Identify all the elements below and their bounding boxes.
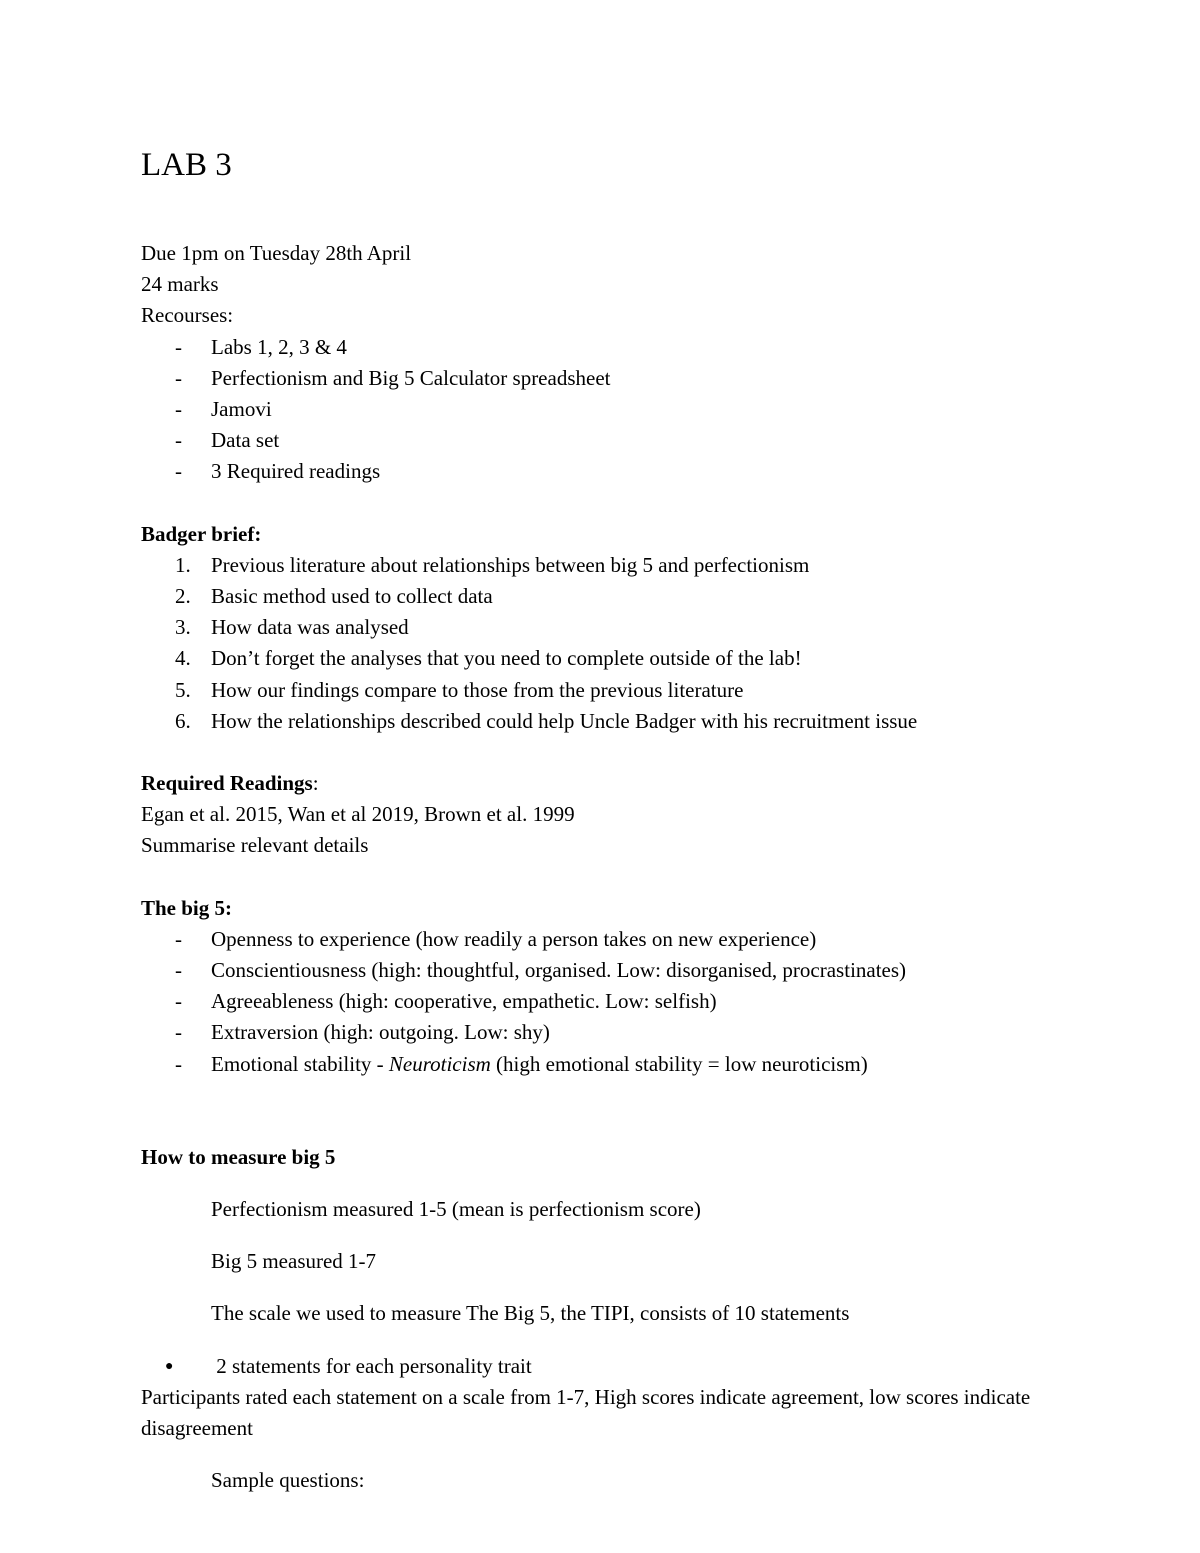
list-item: 5. How our findings compare to those from the previous literature xyxy=(141,675,1071,706)
dash-marker: - xyxy=(175,926,182,951)
list-item: - Extraversion (high: outgoing. Low: shy) xyxy=(141,1017,1071,1048)
sample-questions: Sample questions: xyxy=(211,1468,365,1493)
measure-bullet-list xyxy=(141,1351,1071,1382)
required-readings-heading: Required Readings: xyxy=(141,771,319,796)
list-item: - Emotional stability - Neuroticism (high emotional stability = low neuroticism) xyxy=(141,1049,1071,1080)
list-item: ● 2 statements for each personality trait xyxy=(141,1351,1071,1382)
dash-marker: - xyxy=(175,958,182,983)
list-item: 1. Previous literature about relationships between big 5 and perfectionism xyxy=(141,550,1071,581)
page-title: LAB 3 xyxy=(141,147,232,183)
marks: 24 marks xyxy=(141,272,219,297)
due-date: Due 1pm on Tuesday 28th April xyxy=(141,241,412,265)
measure-paragraph: Participants rated each statement on a scale from 1-7, High scores indicate agreement, low scores indicate disagreement xyxy=(141,1384,1031,1441)
list-item: - Agreeableness (high: cooperative, empathetic. Low: selfish) xyxy=(141,986,1071,1017)
list-item: 4. Don’t forget the analyses that you need to complete outside of the lab! xyxy=(141,643,1071,674)
measure-line: Big 5 measured 1-7 xyxy=(211,1249,377,1274)
badger-brief-heading: Badger brief: xyxy=(141,521,262,546)
resources-list xyxy=(141,332,1071,488)
list-item: 6. How the relationships described could help Uncle Badger with his recruitment issue xyxy=(141,706,1071,737)
measure-line: The scale we used to measure The Big 5, the TIPI, consists of 10 statements xyxy=(211,1301,850,1326)
number-marker: 4. xyxy=(175,646,191,671)
number-marker: 1. xyxy=(175,552,191,577)
bullet-icon: ● xyxy=(165,1358,174,1374)
dash-marker: - xyxy=(175,397,182,422)
list-item: - Data set xyxy=(141,425,1071,456)
measure-line: Perfectionism measured 1-5 (mean is perfectionism score) xyxy=(211,1197,701,1222)
resources-heading: Recourses: xyxy=(141,303,234,328)
badger-brief-list xyxy=(141,550,1071,737)
measure-heading: How to measure big 5 xyxy=(141,1144,336,1169)
number-marker: 6. xyxy=(175,708,191,733)
dash-marker: - xyxy=(175,334,182,359)
list-item: 3. How data was analysed xyxy=(141,612,1071,643)
number-marker: 3. xyxy=(175,615,191,640)
dash-marker: - xyxy=(175,428,182,453)
required-readings-note: Summarise relevant details xyxy=(141,833,369,858)
list-item: - Jamovi xyxy=(141,394,1071,425)
big5-heading: The big 5: xyxy=(141,895,233,920)
dash-marker: - xyxy=(175,989,182,1014)
big5-list xyxy=(141,924,1071,1080)
list-item: 2. Basic method used to collect data xyxy=(141,581,1071,612)
number-marker: 2. xyxy=(175,584,191,609)
number-marker: 5. xyxy=(175,677,191,702)
list-item: - Conscientiousness (high: thoughtful, organised. Low: disorganised, procrastinates) xyxy=(141,955,1071,986)
list-item: - Openness to experience (how readily a person takes on new experience) xyxy=(141,924,1071,955)
dash-marker: - xyxy=(175,365,182,390)
dash-marker: - xyxy=(175,1051,182,1076)
list-item: - 3 Required readings xyxy=(141,456,1071,487)
dash-marker: - xyxy=(175,1020,182,1045)
dash-marker: - xyxy=(175,459,182,484)
document-page xyxy=(141,140,1071,1518)
required-readings-citations: Egan et al. 2015, Wan et al 2019, Brown et al. 1999 xyxy=(141,802,575,827)
list-item: - Perfectionism and Big 5 Calculator spreadsheet xyxy=(141,363,1071,394)
list-item: - Labs 1, 2, 3 & 4 xyxy=(141,332,1071,363)
